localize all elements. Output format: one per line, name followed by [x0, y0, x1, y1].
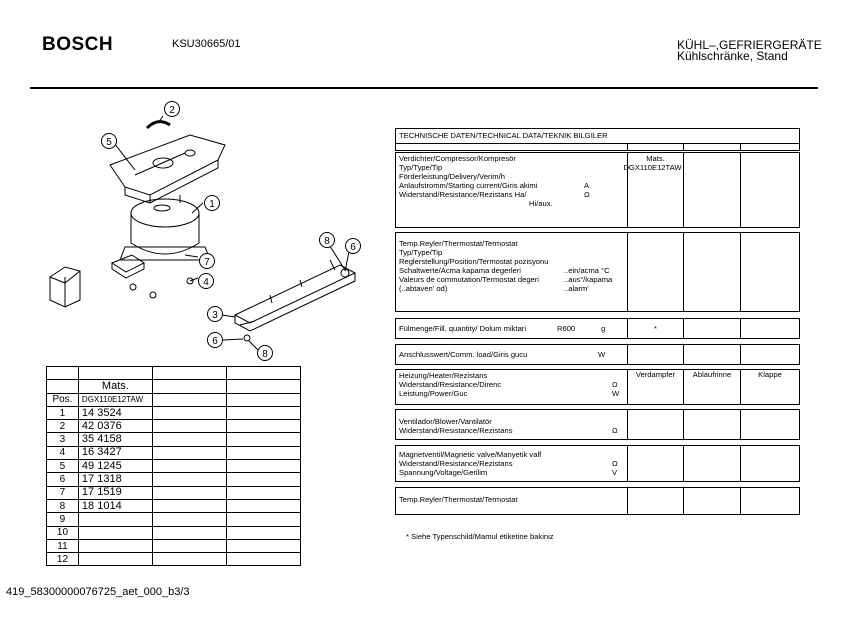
pos-cell: 12 — [47, 553, 79, 566]
table-row — [47, 420, 301, 433]
callout-7: 7 — [204, 257, 210, 268]
valve-label: Magnetventil/Magnetic valve/Manyetik valf — [399, 450, 542, 459]
category-subtitle: Kühlschränke, Stand — [677, 49, 788, 63]
callout-2: 2 — [169, 105, 175, 116]
heater-resistance-label: Widerstand/Resistance/Direnc — [399, 380, 502, 389]
mat-cell: 17 1519 — [78, 486, 152, 499]
thermostat-block — [395, 232, 800, 312]
pos-cell: 4 — [47, 446, 79, 459]
mat-cell — [78, 526, 152, 539]
unit-ampere: A — [584, 181, 590, 190]
table-row — [47, 486, 301, 499]
drip-tray-part — [110, 135, 225, 203]
thermostat-2-label: Temp.Reyler/Thermostat/Termostat — [399, 495, 518, 504]
header-divider — [30, 87, 818, 89]
mats-header: Mats. — [78, 380, 152, 393]
col-evaporator: Verdampfer — [628, 370, 684, 404]
thermostat-type-label: Typ/Type/Tip — [399, 248, 443, 257]
callout-8-lower: 8 — [262, 349, 268, 360]
table-row — [47, 460, 301, 473]
pos-cell: 2 — [47, 420, 79, 433]
col-flap: Klappe — [758, 370, 782, 379]
resistance-label: Widerstand/Resistance/Rezistans Ha/ — [399, 190, 527, 199]
table-row — [47, 367, 301, 380]
heater-power-label: Leistung/Power/Guc — [399, 389, 468, 398]
unit-watt: W — [598, 350, 606, 359]
valve-voltage-label: Spannung/Voltage/Gerilim — [399, 468, 488, 477]
tech-title-block — [395, 128, 800, 151]
table-row — [47, 539, 301, 552]
table-row — [47, 406, 301, 419]
table-row — [47, 473, 301, 486]
tech-title: TECHNISCHE DATEN/TECHNICAL DATA/TEKNIK BILGILER — [396, 129, 799, 144]
off-value: ..aus"/kapama — [564, 275, 613, 284]
callout-3: 3 — [212, 310, 218, 321]
mat-cell: 49 1245 — [78, 460, 152, 473]
commutation-label: Valeurs de commutation/Termostat degeri — [399, 275, 539, 284]
callout-6-lower: 6 — [212, 336, 218, 347]
footnote-mark: * — [628, 319, 684, 338]
delivery-label: Förderleistung/Delivery/Verim/h — [399, 172, 505, 181]
table-row — [47, 553, 301, 566]
unit-watt: W — [612, 389, 620, 398]
callout-4: 4 — [203, 277, 209, 288]
magnetic-valve-block — [395, 445, 800, 482]
compressor-part — [120, 195, 210, 260]
callout-6-upper: 6 — [350, 242, 356, 253]
switch-values-label: Schaltwerte/Acma kapama degerleri — [399, 266, 521, 275]
table-row — [47, 433, 301, 446]
mats-label: Mats. — [646, 154, 665, 163]
valve-resistance-label: Widerstand/Resistance/Rezistans — [399, 459, 513, 468]
mat-cell: 17 1318 — [78, 473, 152, 486]
callout-1: 1 — [209, 199, 215, 210]
mounting-bracket-part — [235, 260, 355, 331]
compressor-block — [395, 152, 800, 228]
starting-current-label: Anlaufstromm/Starting current/Giris akimi — [399, 181, 538, 190]
col-drain-channel: Ablaufrinne — [684, 370, 741, 404]
model-number: KSU30665/01 — [172, 38, 241, 50]
alarm-value: ..alarm' — [564, 284, 589, 293]
position-label: Reglerstellung/Position/Termostat pozisyonu — [399, 257, 549, 266]
thermostat-label: Temp.Reyler/Thermostat/Termostat — [399, 239, 518, 248]
pos-cell: 5 — [47, 460, 79, 473]
blower-block — [395, 409, 800, 440]
mat-cell: 14 3524 — [78, 406, 152, 419]
blower-label: Ventilador/Blower/Vantilatör — [399, 417, 492, 426]
mat-cell — [78, 513, 152, 526]
mat-cell — [78, 539, 152, 552]
compressor-label: Verdichter/Compressor/Kompresör — [399, 154, 516, 163]
mat-cell: 16 3427 — [78, 446, 152, 459]
compressor-type-value: DGX110E12TAW — [623, 163, 682, 172]
fill-quantity-label: Fülmenge/Fill. quantity/ Dolum miktari — [399, 324, 527, 333]
fill-quantity-block — [395, 318, 800, 339]
mat-cell: 35 4158 — [78, 433, 152, 446]
callout-8-upper: 8 — [324, 236, 330, 247]
aux-label: Hi/aux. — [529, 199, 553, 208]
defrost-label: (..abtaven' od) — [399, 284, 448, 293]
table-row — [47, 393, 301, 406]
unit-gram: g — [601, 324, 606, 333]
pos-cell: 7 — [47, 486, 79, 499]
unit-ohm: Ω — [584, 190, 590, 199]
table-row — [47, 446, 301, 459]
footnote: * Siehe Typenschild/Mamul etiketine bakiniz — [406, 532, 554, 541]
thermostat-2-block — [395, 487, 800, 515]
callout-5: 5 — [106, 137, 112, 148]
mat-cell: 42 0376 — [78, 420, 152, 433]
connected-load-block — [395, 344, 800, 365]
pos-cell: 11 — [47, 539, 79, 552]
mat-cell: 18 1014 — [78, 499, 152, 512]
model-header: DGX110E12TAW — [78, 393, 152, 406]
relay-part — [112, 255, 144, 278]
exploded-parts-diagram — [40, 95, 370, 365]
table-row — [47, 499, 301, 512]
blower-resistance-label: Widerstand/Resistance/Rezistans — [399, 426, 513, 435]
pos-cell: 10 — [47, 526, 79, 539]
refrigerant-value: R600 — [557, 324, 576, 333]
pos-header: Pos. — [47, 393, 79, 406]
unit-volt: V — [612, 468, 618, 477]
heater-block — [395, 369, 800, 405]
unit-ohm: Ω — [612, 380, 618, 389]
table-row — [47, 380, 301, 393]
type-label: Typ/Type/Tip — [399, 163, 443, 172]
on-value: ..ein/acma °C — [564, 266, 610, 275]
connected-load-label: Anschlusswert/Comm. load/Giris gucu — [399, 350, 528, 359]
table-row — [47, 513, 301, 526]
unit-ohm: Ω — [612, 459, 618, 468]
pos-cell: 6 — [47, 473, 79, 486]
relay-cover-part — [50, 267, 80, 307]
unit-ohm: Ω — [612, 426, 618, 435]
brand-logo: BOSCH — [42, 34, 114, 55]
pos-cell: 3 — [47, 433, 79, 446]
mat-cell — [78, 553, 152, 566]
parts-table — [46, 366, 301, 566]
table-row — [47, 526, 301, 539]
pos-cell: 8 — [47, 499, 79, 512]
category-title: KÜHL–,GEFRIERGERÄTE — [677, 38, 822, 52]
pos-cell: 1 — [47, 406, 79, 419]
document-id-footer: 419_58300000076725_aet_000_b3/3 — [6, 586, 190, 598]
heater-label: Heizung/Heater/Rezistans — [399, 371, 488, 380]
pos-cell: 9 — [47, 513, 79, 526]
